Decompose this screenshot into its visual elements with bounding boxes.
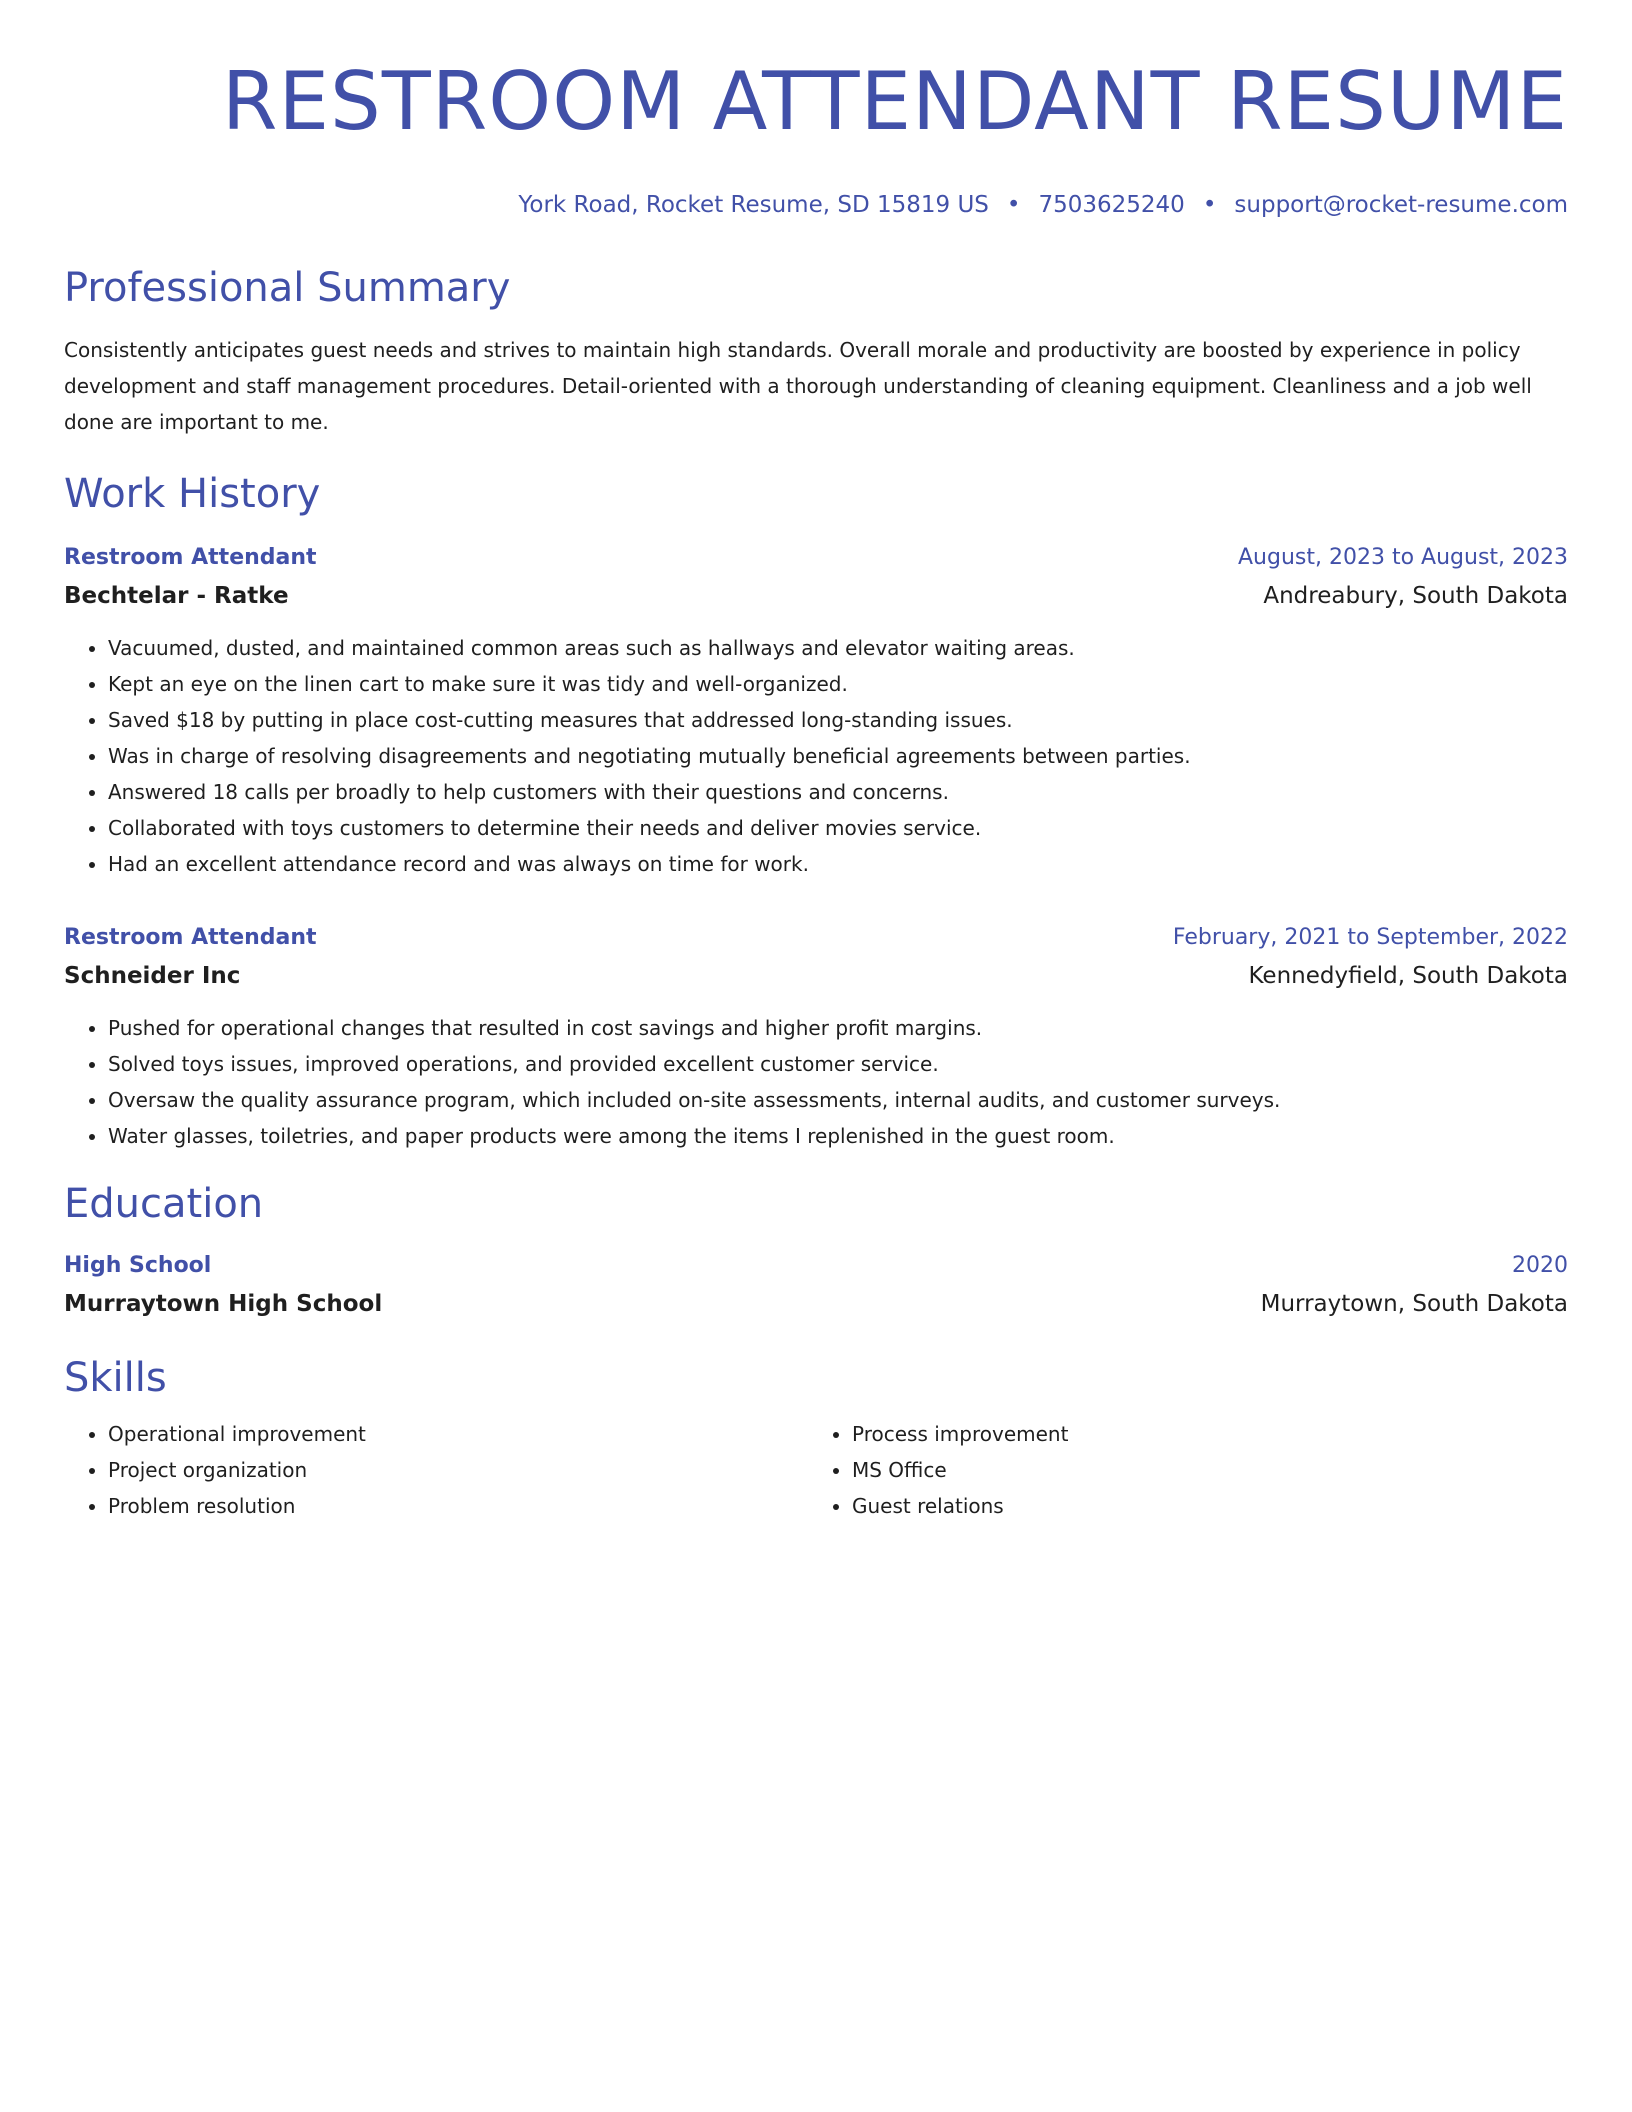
job-entry (64, 920, 1568, 1154)
skills-heading: Skills (64, 1355, 167, 1401)
resume-title: RESTROOM ATTENDANT RESUME (221, 55, 1568, 148)
education-degree: High School (64, 1253, 212, 1278)
skills-column-right (808, 1416, 1552, 1524)
skills-column-left (64, 1416, 808, 1524)
list-item: • Vacuumed, dusted, and maintained common areas such as hallways and elevator waiting areas. (108, 630, 1568, 666)
job-bullets (64, 630, 1568, 882)
contact-line (64, 190, 1568, 220)
job-location: Andreabury, South Dakota (1263, 583, 1568, 609)
education-header-row (64, 1248, 1568, 1284)
skills-grid (64, 1416, 1568, 1524)
list-item: • Was in charge of resolving disagreements and negotiating mutually beneficial agreements between parties. (108, 738, 1568, 774)
skill-item: • Process improvement (852, 1416, 1552, 1452)
skill-item: • MS Office (852, 1452, 1552, 1488)
list-item: • Pushed for operational changes that resulted in cost savings and higher profit margins. (108, 1010, 1568, 1046)
list-item: • Had an excellent attendance record and was always on time for work. (108, 846, 1568, 882)
job-company: Schneider Inc (64, 963, 241, 989)
contact-email: support@rocket-resume.com (1234, 192, 1568, 218)
job-dates: August, 2023 to August, 2023 (1238, 545, 1568, 570)
list-item: • Oversaw the quality assurance program, which included on-site assessments, internal audits, and customer surveys. (108, 1082, 1568, 1118)
job-company: Bechtelar - Ratke (64, 583, 289, 609)
education-location: Murraytown, South Dakota (1260, 1291, 1568, 1317)
resume-header (64, 52, 1568, 220)
job-dates: February, 2021 to September, 2022 (1172, 925, 1568, 950)
education-school-row (64, 1284, 1568, 1324)
job-company-row (64, 956, 1568, 996)
job-header-row (64, 540, 1568, 576)
contact-address: York Road, Rocket Resume, SD 15819 US (518, 192, 989, 218)
summary-heading: Professional Summary (64, 265, 511, 311)
education-year: 2020 (1512, 1253, 1568, 1278)
skill-item: • Guest relations (852, 1488, 1552, 1524)
list-item: • Water glasses, toiletries, and paper products were among the items I replenished in the guest room. (108, 1118, 1568, 1154)
education-school: Murraytown High School (64, 1291, 383, 1317)
job-location: Kennedyfield, South Dakota (1248, 963, 1568, 989)
job-role: Restroom Attendant (64, 925, 317, 950)
list-item: • Answered 18 calls per broadly to help customers with their questions and concerns. (108, 774, 1568, 810)
job-entry (64, 540, 1568, 882)
list-item: • Saved $18 by putting in place cost-cutting measures that addressed long-standing issues. (108, 702, 1568, 738)
work-history-heading: Work History (64, 471, 321, 517)
summary-text: Consistently anticipates guest needs and strives to maintain high standards. Overall morale and productivity are boosted by experience in policy development and staff management procedures. Detail-oriented with a thorough understanding of cleaning equipment. Cleanliness and a job well done are important to me. (64, 338, 1532, 434)
contact-separator: • (1006, 192, 1021, 218)
skill-item: • Operational improvement (108, 1416, 808, 1452)
skill-item: • Project organization (108, 1452, 808, 1488)
education-entry (64, 1248, 1568, 1324)
list-item: • Kept an eye on the linen cart to make sure it was tidy and well-organized. (108, 666, 1568, 702)
contact-phone: 7503625240 (1038, 192, 1185, 218)
job-header-row (64, 920, 1568, 956)
skill-item: • Problem resolution (108, 1488, 808, 1524)
job-company-row (64, 576, 1568, 616)
list-item: • Solved toys issues, improved operations, and provided excellent customer service. (108, 1046, 1568, 1082)
job-role: Restroom Attendant (64, 545, 317, 570)
contact-separator: • (1202, 192, 1217, 218)
education-heading: Education (64, 1181, 264, 1227)
job-bullets (64, 1010, 1568, 1154)
list-item: • Collaborated with toys customers to determine their needs and deliver movies service. (108, 810, 1568, 846)
